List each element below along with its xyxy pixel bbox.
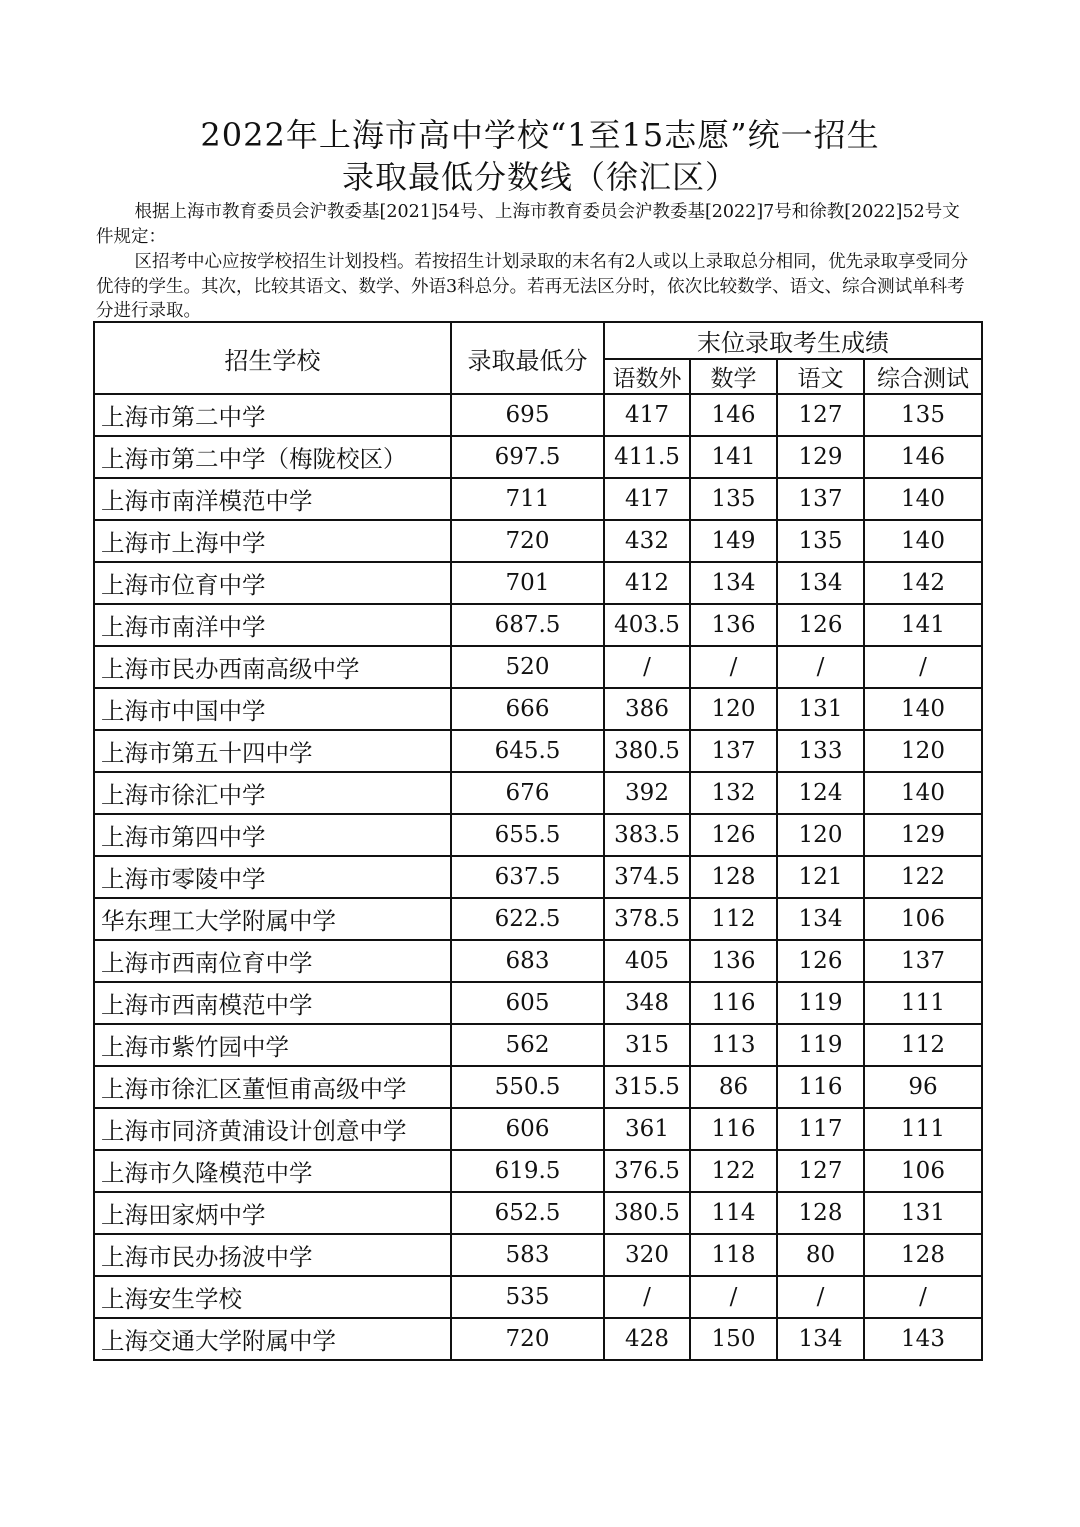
comprehensive-score-cell: 129 xyxy=(864,814,982,856)
table-row xyxy=(94,478,982,520)
math-score-cell: / xyxy=(690,646,777,688)
total-three-cell: 411.5 xyxy=(604,436,690,478)
math-score-cell: 120 xyxy=(690,688,777,730)
school-name-cell: 上海市久隆模范中学 xyxy=(94,1150,451,1192)
chinese-score-cell: 124 xyxy=(777,772,864,814)
table-row xyxy=(94,1108,982,1150)
min-score-cell: 606 xyxy=(451,1108,604,1150)
school-name-cell: 华东理工大学附属中学 xyxy=(94,898,451,940)
math-score-cell: 150 xyxy=(690,1318,777,1360)
min-score-cell: 550.5 xyxy=(451,1066,604,1108)
table-row xyxy=(94,394,982,436)
table-row xyxy=(94,1024,982,1066)
rules-paragraph: 区招考中心应按学校招生计划投档。若按招生计划录取的末名有2人或以上录取总分相同，优先录取享受同分优待的学生。其次，比较其语文、数学、外语3科总分。若再无法区分时，依次比较数学、语文、综合测试单科考分进行录取。 xyxy=(96,252,969,321)
school-name-cell: 上海市同济黄浦设计创意中学 xyxy=(94,1108,451,1150)
total-three-cell: 380.5 xyxy=(604,1192,690,1234)
comprehensive-score-cell: 140 xyxy=(864,688,982,730)
table-row xyxy=(94,1234,982,1276)
math-score-cell: 114 xyxy=(690,1192,777,1234)
table-row xyxy=(94,856,982,898)
total-three-cell: 378.5 xyxy=(604,898,690,940)
comprehensive-score-cell: / xyxy=(864,646,982,688)
math-score-cell: 112 xyxy=(690,898,777,940)
table-row xyxy=(94,1318,982,1360)
comprehensive-score-cell: 111 xyxy=(864,1108,982,1150)
min-score-cell: 683 xyxy=(451,940,604,982)
chinese-score-cell: 126 xyxy=(777,604,864,646)
min-score-cell: 637.5 xyxy=(451,856,604,898)
total-three-cell: 392 xyxy=(604,772,690,814)
chinese-score-cell: 133 xyxy=(777,730,864,772)
table-row xyxy=(94,604,982,646)
header-math: 数学 xyxy=(690,359,777,394)
total-three-cell: 376.5 xyxy=(604,1150,690,1192)
comprehensive-score-cell: 111 xyxy=(864,982,982,1024)
min-score-cell: 687.5 xyxy=(451,604,604,646)
comprehensive-score-cell: 142 xyxy=(864,562,982,604)
min-score-cell: 720 xyxy=(451,520,604,562)
min-score-cell: 676 xyxy=(451,772,604,814)
chinese-score-cell: 137 xyxy=(777,478,864,520)
chinese-score-cell: 121 xyxy=(777,856,864,898)
total-three-cell: 361 xyxy=(604,1108,690,1150)
header-min-score: 录取最低分 xyxy=(451,322,604,394)
table-row xyxy=(94,1192,982,1234)
table-row xyxy=(94,898,982,940)
comprehensive-score-cell: 141 xyxy=(864,604,982,646)
table-row xyxy=(94,814,982,856)
comprehensive-score-cell: 128 xyxy=(864,1234,982,1276)
math-score-cell: 134 xyxy=(690,562,777,604)
min-score-cell: 701 xyxy=(451,562,604,604)
chinese-score-cell: 134 xyxy=(777,562,864,604)
min-score-cell: 583 xyxy=(451,1234,604,1276)
table-row xyxy=(94,940,982,982)
math-score-cell: 141 xyxy=(690,436,777,478)
math-score-cell: 136 xyxy=(690,604,777,646)
min-score-cell: 535 xyxy=(451,1276,604,1318)
school-name-cell: 上海市西南模范中学 xyxy=(94,982,451,1024)
min-score-cell: 652.5 xyxy=(451,1192,604,1234)
min-score-cell: 622.5 xyxy=(451,898,604,940)
comprehensive-score-cell: 140 xyxy=(864,478,982,520)
math-score-cell: 86 xyxy=(690,1066,777,1108)
table-row xyxy=(94,1276,982,1318)
total-three-cell: 374.5 xyxy=(604,856,690,898)
math-score-cell: 146 xyxy=(690,394,777,436)
chinese-score-cell: 134 xyxy=(777,1318,864,1360)
chinese-score-cell: 120 xyxy=(777,814,864,856)
min-score-cell: 666 xyxy=(451,688,604,730)
total-three-cell: 320 xyxy=(604,1234,690,1276)
total-three-cell: 386 xyxy=(604,688,690,730)
math-score-cell: 116 xyxy=(690,982,777,1024)
total-three-cell: 403.5 xyxy=(604,604,690,646)
min-score-cell: 520 xyxy=(451,646,604,688)
chinese-score-cell: 131 xyxy=(777,688,864,730)
math-score-cell: 137 xyxy=(690,730,777,772)
math-score-cell: 149 xyxy=(690,520,777,562)
chinese-score-cell: 126 xyxy=(777,940,864,982)
school-name-cell: 上海市南洋中学 xyxy=(94,604,451,646)
page-title-line2: 录取最低分数线（徐汇区） xyxy=(341,158,738,196)
total-three-cell: 315.5 xyxy=(604,1066,690,1108)
math-score-cell: 118 xyxy=(690,1234,777,1276)
table-row xyxy=(94,562,982,604)
comprehensive-score-cell: 131 xyxy=(864,1192,982,1234)
school-name-cell: 上海市徐汇中学 xyxy=(94,772,451,814)
total-three-cell: 417 xyxy=(604,394,690,436)
chinese-score-cell: 119 xyxy=(777,982,864,1024)
comprehensive-score-cell: 137 xyxy=(864,940,982,982)
math-score-cell: 126 xyxy=(690,814,777,856)
school-name-cell: 上海市第二中学（梅陇校区） xyxy=(94,436,451,478)
school-name-cell: 上海市西南位育中学 xyxy=(94,940,451,982)
math-score-cell: 122 xyxy=(690,1150,777,1192)
school-name-cell: 上海市南洋模范中学 xyxy=(94,478,451,520)
intro-paragraph: 根据上海市教育委员会沪教委基[2021]54号、上海市教育委员会沪教委基[2022]7号和徐教[2022]52号文件规定： xyxy=(96,202,960,247)
school-name-cell: 上海安生学校 xyxy=(94,1276,451,1318)
total-three-cell: 383.5 xyxy=(604,814,690,856)
min-score-cell: 697.5 xyxy=(451,436,604,478)
school-name-cell: 上海市第二中学 xyxy=(94,394,451,436)
comprehensive-score-cell: 122 xyxy=(864,856,982,898)
total-three-cell: 412 xyxy=(604,562,690,604)
table-row xyxy=(94,982,982,1024)
total-three-cell: 348 xyxy=(604,982,690,1024)
comprehensive-score-cell: 106 xyxy=(864,1150,982,1192)
table-body xyxy=(94,394,982,1360)
chinese-score-cell: 135 xyxy=(777,520,864,562)
math-score-cell: 128 xyxy=(690,856,777,898)
school-name-cell: 上海市中国中学 xyxy=(94,688,451,730)
school-name-cell: 上海交通大学附属中学 xyxy=(94,1318,451,1360)
math-score-cell: 132 xyxy=(690,772,777,814)
school-name-cell: 上海市位育中学 xyxy=(94,562,451,604)
comprehensive-score-cell: / xyxy=(864,1276,982,1318)
chinese-score-cell: 80 xyxy=(777,1234,864,1276)
comprehensive-score-cell: 112 xyxy=(864,1024,982,1066)
math-score-cell: 116 xyxy=(690,1108,777,1150)
table-row xyxy=(94,1066,982,1108)
math-score-cell: 136 xyxy=(690,940,777,982)
comprehensive-score-cell: 96 xyxy=(864,1066,982,1108)
chinese-score-cell: 128 xyxy=(777,1192,864,1234)
school-name-cell: 上海市上海中学 xyxy=(94,520,451,562)
school-name-cell: 上海市第五十四中学 xyxy=(94,730,451,772)
chinese-score-cell: 134 xyxy=(777,898,864,940)
min-score-cell: 711 xyxy=(451,478,604,520)
school-name-cell: 上海市零陵中学 xyxy=(94,856,451,898)
chinese-score-cell: / xyxy=(777,1276,864,1318)
table-row xyxy=(94,520,982,562)
header-chinese: 语文 xyxy=(777,359,864,394)
chinese-score-cell: / xyxy=(777,646,864,688)
header-comprehensive-test: 综合测试 xyxy=(864,359,982,394)
min-score-cell: 562 xyxy=(451,1024,604,1066)
school-name-cell: 上海市民办西南高级中学 xyxy=(94,646,451,688)
comprehensive-score-cell: 146 xyxy=(864,436,982,478)
total-three-cell: 405 xyxy=(604,940,690,982)
min-score-cell: 720 xyxy=(451,1318,604,1360)
chinese-score-cell: 119 xyxy=(777,1024,864,1066)
admission-score-table xyxy=(93,321,983,1361)
comprehensive-score-cell: 135 xyxy=(864,394,982,436)
total-three-cell: 380.5 xyxy=(604,730,690,772)
school-name-cell: 上海市紫竹园中学 xyxy=(94,1024,451,1066)
comprehensive-score-cell: 140 xyxy=(864,520,982,562)
chinese-score-cell: 117 xyxy=(777,1108,864,1150)
chinese-score-cell: 129 xyxy=(777,436,864,478)
school-name-cell: 上海市徐汇区董恒甫高级中学 xyxy=(94,1066,451,1108)
school-name-cell: 上海市民办扬波中学 xyxy=(94,1234,451,1276)
page-title-line1: 2022年上海市高中学校“1至15志愿”统一招生 xyxy=(200,116,880,154)
table-row xyxy=(94,646,982,688)
total-three-cell: 432 xyxy=(604,520,690,562)
school-name-cell: 上海田家炳中学 xyxy=(94,1192,451,1234)
min-score-cell: 655.5 xyxy=(451,814,604,856)
total-three-cell: 315 xyxy=(604,1024,690,1066)
math-score-cell: 113 xyxy=(690,1024,777,1066)
comprehensive-score-cell: 106 xyxy=(864,898,982,940)
total-three-cell: / xyxy=(604,646,690,688)
chinese-score-cell: 116 xyxy=(777,1066,864,1108)
total-three-cell: / xyxy=(604,1276,690,1318)
min-score-cell: 695 xyxy=(451,394,604,436)
math-score-cell: / xyxy=(690,1276,777,1318)
chinese-score-cell: 127 xyxy=(777,1150,864,1192)
table-row xyxy=(94,688,982,730)
min-score-cell: 619.5 xyxy=(451,1150,604,1192)
math-score-cell: 135 xyxy=(690,478,777,520)
header-school: 招生学校 xyxy=(94,322,451,394)
min-score-cell: 645.5 xyxy=(451,730,604,772)
table-row xyxy=(94,436,982,478)
table-row xyxy=(94,730,982,772)
min-score-cell: 605 xyxy=(451,982,604,1024)
table-row xyxy=(94,1150,982,1192)
chinese-score-cell: 127 xyxy=(777,394,864,436)
header-chinese-math-english: 语数外 xyxy=(604,359,690,394)
total-three-cell: 417 xyxy=(604,478,690,520)
table-row xyxy=(94,772,982,814)
comprehensive-score-cell: 143 xyxy=(864,1318,982,1360)
header-last-admitted-group: 末位录取考生成绩 xyxy=(604,322,982,359)
comprehensive-score-cell: 120 xyxy=(864,730,982,772)
total-three-cell: 428 xyxy=(604,1318,690,1360)
school-name-cell: 上海市第四中学 xyxy=(94,814,451,856)
comprehensive-score-cell: 140 xyxy=(864,772,982,814)
